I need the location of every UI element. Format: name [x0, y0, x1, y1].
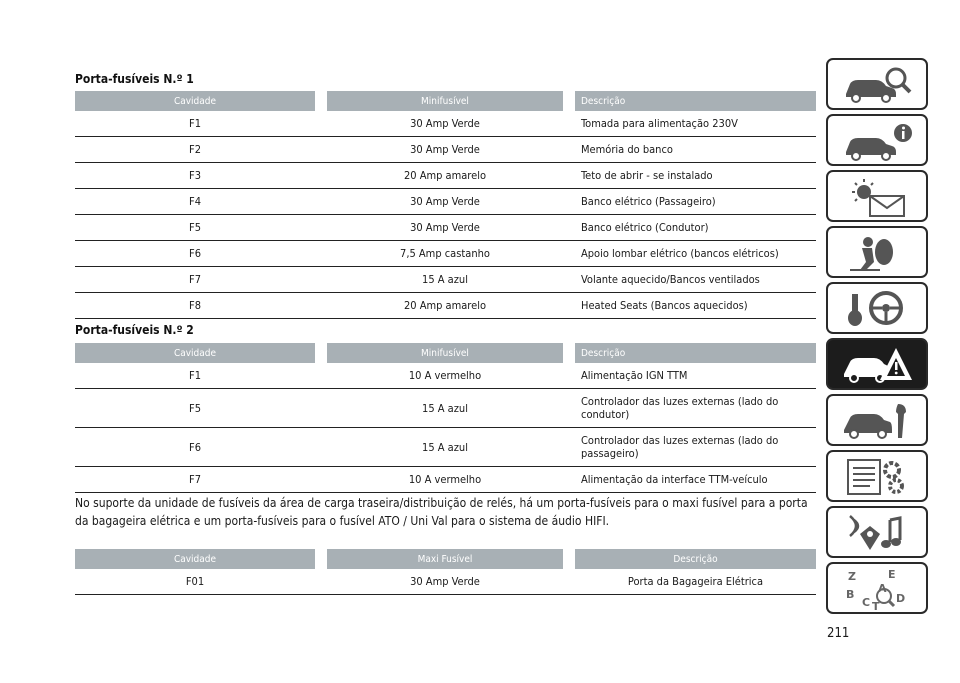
header-maxi-fuse: Maxi Fusível [327, 549, 563, 569]
chapter-tab-safety[interactable] [826, 226, 928, 278]
header-cavity: Cavidade [75, 549, 315, 569]
header-description: Descrição [575, 91, 816, 111]
cavity-cell: F6 [75, 428, 315, 467]
maxi-fuse-table [75, 549, 816, 595]
fuse-box-1-table [75, 91, 816, 319]
description-cell: Alimentação IGN TTM [575, 363, 816, 389]
fuse-cell: 30 Amp Verde [327, 215, 563, 241]
fuse-cell: 30 Amp Verde [327, 569, 563, 595]
fuse-cell: 7,5 Amp castanho [327, 241, 563, 267]
description-cell: Heated Seats (Bancos aquecidos) [575, 293, 816, 319]
table-row [75, 163, 816, 189]
car-search-icon [840, 64, 916, 106]
header-description: Descrição [575, 343, 816, 363]
chapter-tab-servicing-maintenance[interactable] [826, 394, 928, 446]
alphabetical-index-icon [840, 568, 916, 610]
chapter-tab-getting-to-know[interactable] [826, 58, 928, 110]
light-message-icon [840, 176, 916, 218]
description-cell: Banco elétrico (Passageiro) [575, 189, 816, 215]
airbag-person-icon [840, 232, 916, 274]
fuse-cell: 10 A vermelho [327, 363, 563, 389]
cavity-cell: F01 [75, 569, 315, 595]
fuse-cell: 10 A vermelho [327, 467, 563, 493]
key-steering-wheel-icon [840, 288, 916, 330]
table-row [75, 137, 816, 163]
cavity-cell: F2 [75, 137, 315, 163]
page-number: 211 [827, 626, 850, 641]
chapter-tab-index[interactable] [826, 562, 928, 614]
cavity-cell: F1 [75, 111, 315, 137]
index-letter-b: B [846, 588, 855, 601]
body-paragraph: No suporte da unidade de fusíveis da área de carga traseira/distribuição de relés, há um porta-fusíveis para o maxi fusível para a porta da bagageira elétrica e um porta-fusíveis para o fusível ATO / Uni Val para o sistema de áudio HIFI. [75, 496, 808, 528]
cavity-cell: F5 [75, 389, 315, 428]
chapter-tab-in-an-emergency[interactable] [826, 338, 928, 390]
table-row [75, 428, 816, 467]
fuse-cell: 15 A azul [327, 389, 563, 428]
fuse-cell: 15 A azul [327, 267, 563, 293]
table-row [75, 111, 816, 137]
fuse-cell: 30 Amp Verde [327, 111, 563, 137]
header-cavity: Cavidade [75, 91, 315, 111]
index-letter-d: D [896, 592, 906, 605]
fuse-cell: 30 Amp Verde [327, 137, 563, 163]
table-header-row [75, 343, 816, 363]
cavity-cell: F4 [75, 189, 315, 215]
chapter-tab-starting-driving[interactable] [826, 282, 928, 334]
chapter-tab-safety-messages[interactable] [826, 170, 928, 222]
table-row [75, 241, 816, 267]
table-row [75, 189, 816, 215]
table-row [75, 363, 816, 389]
description-cell: Memória do banco [575, 137, 816, 163]
car-emergency-triangle-icon [840, 344, 916, 386]
table-row [75, 267, 816, 293]
description-cell: Banco elétrico (Condutor) [575, 215, 816, 241]
fuse-box-1-title: Porta-fusíveis N.º 1 [75, 72, 194, 86]
table-row [75, 293, 816, 319]
description-cell: Porta da Bagageira Elétrica [575, 569, 816, 595]
specs-gear-icon [840, 456, 916, 498]
description-cell: Controlador das luzes externas (lado do condutor) [575, 389, 816, 428]
description-cell: Apoio lombar elétrico (bancos elétricos) [575, 241, 816, 267]
cavity-cell: F1 [75, 363, 315, 389]
car-info-icon [840, 120, 916, 162]
header-description: Descrição [575, 549, 816, 569]
index-letter-t: T [872, 600, 880, 610]
index-letter-c: C [862, 596, 871, 609]
table-row [75, 467, 816, 493]
cavity-cell: F6 [75, 241, 315, 267]
fuse-cell: 20 Amp amarelo [327, 163, 563, 189]
fuse-cell: 15 A azul [327, 428, 563, 467]
chapter-tab-dashboard[interactable] [826, 114, 928, 166]
cavity-cell: F7 [75, 467, 315, 493]
index-letter-e: E [888, 568, 896, 581]
table-row [75, 389, 816, 428]
chapter-tab-technical-specifications[interactable] [826, 450, 928, 502]
description-cell: Alimentação da interface TTM-veículo [575, 467, 816, 493]
cavity-cell: F5 [75, 215, 315, 241]
table-row [75, 569, 816, 595]
cavity-cell: F3 [75, 163, 315, 189]
table-header-row [75, 549, 816, 569]
description-cell: Tomada para alimentação 230V [575, 111, 816, 137]
header-fuse: Minifusível [327, 91, 563, 111]
fuse-box-2-table [75, 343, 816, 493]
car-wrench-icon [840, 400, 916, 442]
header-cavity: Cavidade [75, 343, 315, 363]
multimedia-music-icon [840, 512, 916, 554]
chapter-tab-multimedia[interactable] [826, 506, 928, 558]
table-header-row [75, 91, 816, 111]
table-row [75, 215, 816, 241]
fuse-cell: 30 Amp Verde [327, 189, 563, 215]
cavity-cell: F7 [75, 267, 315, 293]
description-cell: Controlador das luzes externas (lado do passageiro) [575, 428, 816, 467]
fuse-cell: 20 Amp amarelo [327, 293, 563, 319]
description-cell: Volante aquecido/Bancos ventilados [575, 267, 816, 293]
index-letter-a: A [878, 582, 887, 595]
description-cell: Teto de abrir - se instalado [575, 163, 816, 189]
header-fuse: Minifusível [327, 343, 563, 363]
cavity-cell: F8 [75, 293, 315, 319]
index-letter-z: Z [848, 570, 856, 583]
fuse-box-2-title: Porta-fusíveis N.º 2 [75, 323, 194, 337]
